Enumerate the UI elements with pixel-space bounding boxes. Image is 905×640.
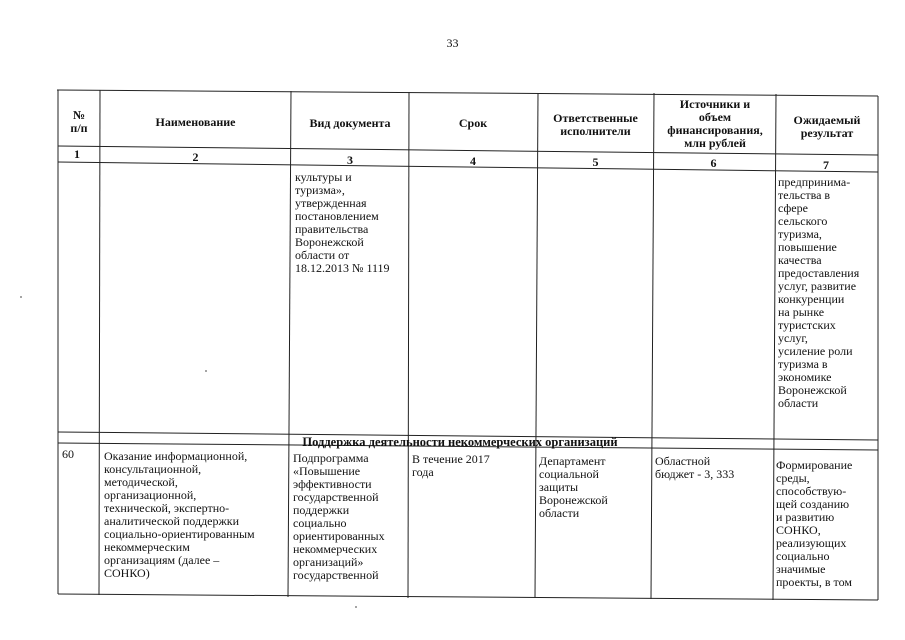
header-executors: Ответственные исполнители [553, 111, 638, 138]
row-doc-type: Подпрограмма «Повышение эффективности государственной поддержки социально ориентированных некоммерческих организаций» государственной [293, 452, 385, 582]
column-number-2: 2 [192, 151, 199, 164]
row-name: Оказание информационной, консультационной, методической, организационной, технической, экспертно- аналитической поддержки социально-ориентированным некоммерческим организациям (далее – СОНКО) [104, 450, 255, 580]
row-funding: Областной бюджет - 3, 333 [655, 455, 735, 481]
scan-speck [20, 296, 22, 298]
row-term: В течение 2017 года [412, 453, 490, 479]
header-name: Наименование [155, 114, 236, 129]
header-expected-result: Ожидаемый результат [793, 113, 861, 140]
continued-doc-type: культуры и туризма», утвержденная постановлением правительства Воронежской области от 18.12.2013 № 1119 [295, 171, 390, 275]
scan-speck [355, 606, 357, 608]
row-expected-result: Формирование среды, способствую- щей созданию и развитию СОНКО, реализующих социально значимые проекты, в том [776, 459, 853, 589]
page-number: 33 [446, 36, 459, 50]
column-number-3: 3 [347, 154, 353, 167]
row-executors: Департамент социальной защиты Воронежской области [539, 455, 608, 520]
header-number: № п/п [70, 108, 88, 135]
header-term: Срок [458, 115, 488, 130]
continued-expected-result: предпринима- тельства в сфере сельского туризма, повышение качества предоставления услуг, развитие конкуренции на рынке туристских услуг, усиление роли туризма в экономике Воронежской области [778, 176, 860, 410]
column-number-5: 5 [592, 156, 599, 169]
column-number-7: 7 [823, 159, 829, 172]
header-doc-type: Вид документа [309, 115, 391, 130]
header-funding: Источники и объем финансирования, млн рублей [667, 97, 763, 150]
row-number: 60 [62, 448, 74, 461]
column-number-1: 1 [74, 148, 80, 161]
section-title: Поддержка деятельности некоммерческих организаций [302, 436, 618, 449]
column-number-4: 4 [470, 155, 476, 168]
scan-speck [205, 370, 207, 372]
column-number-6: 6 [710, 157, 717, 170]
